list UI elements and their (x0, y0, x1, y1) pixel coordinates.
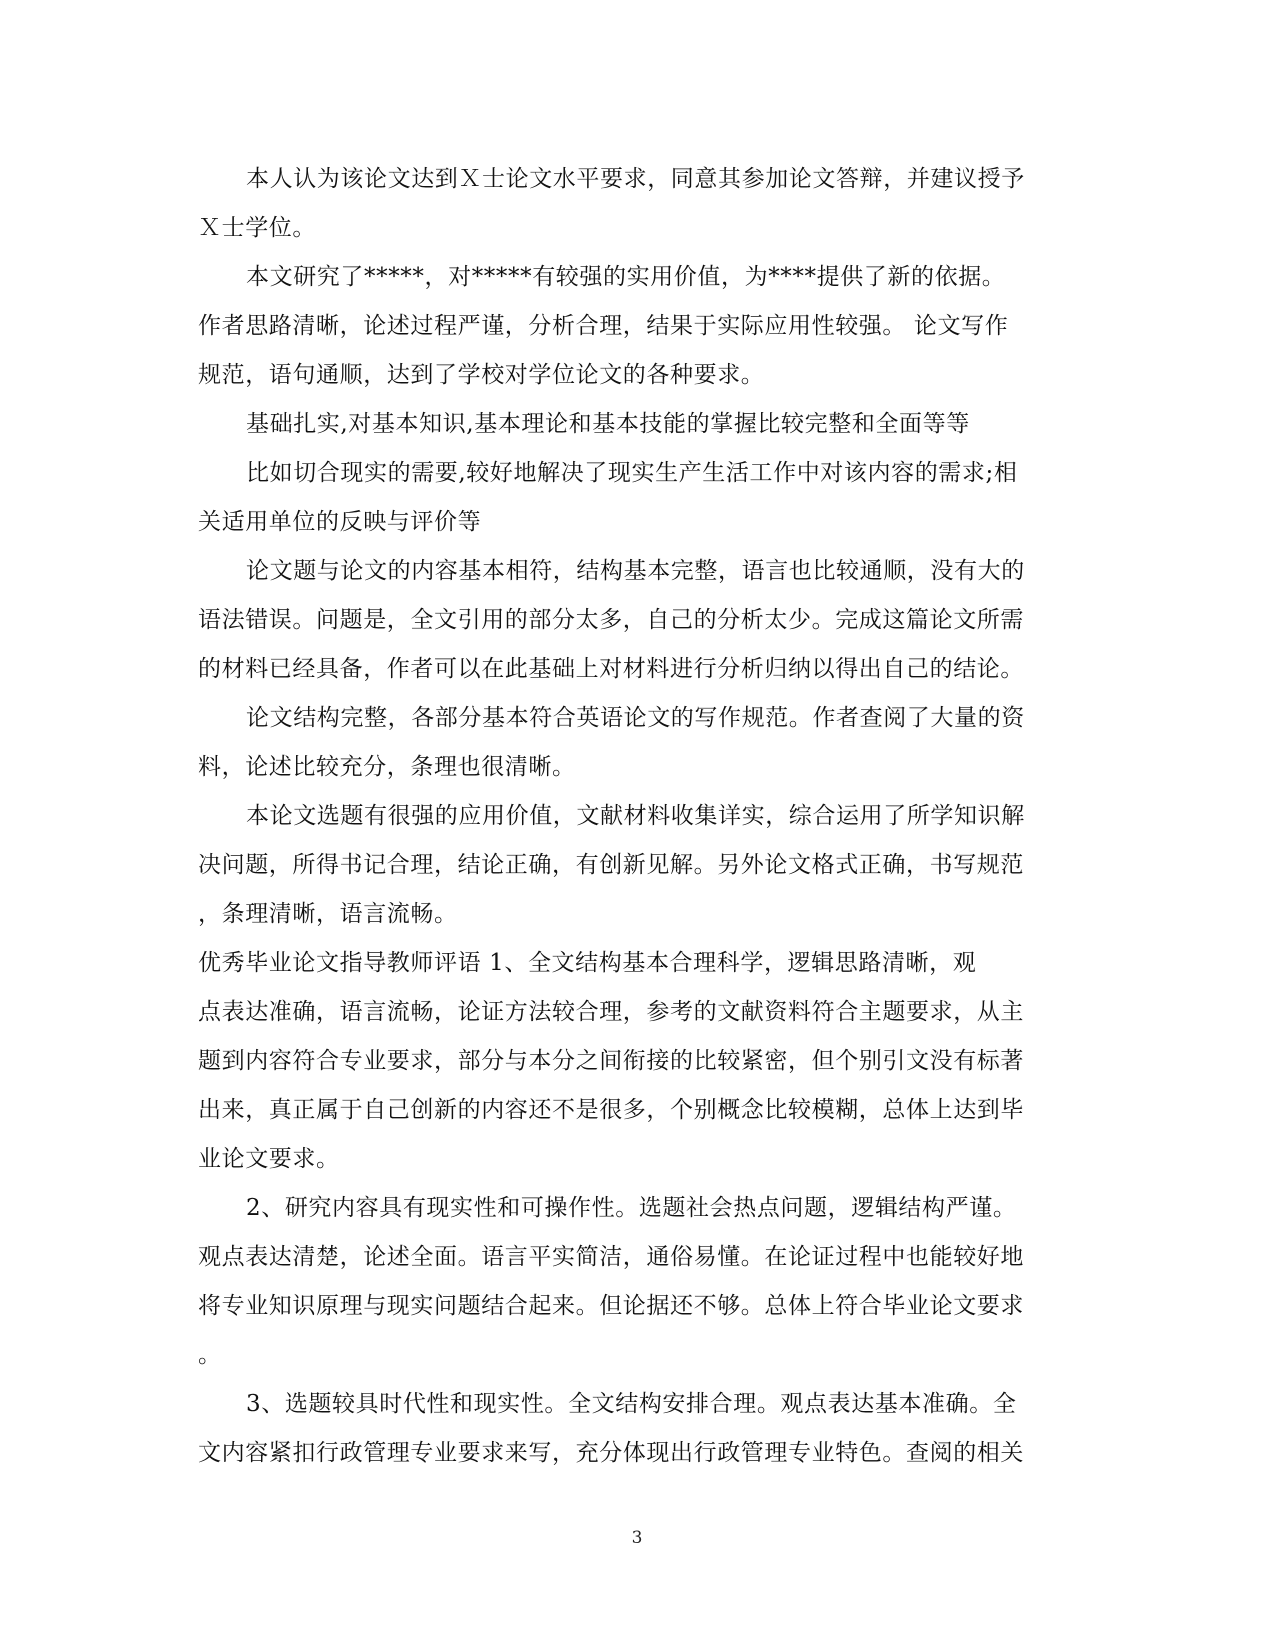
text-line: 规范，语句通顺，达到了学校对学位论文的各种要求。 (198, 362, 765, 388)
text-line: 文内容紧扣行政管理专业要求来写，充分体现出行政管理专业特色。查阅的相关 (198, 1440, 1024, 1466)
text-line: 论文结构完整，各部分基本符合英语论文的写作规范。作者查阅了大量的资 (246, 705, 1025, 731)
text-line: 决问题，所得书记合理，结论正确，有创新见解。另外论文格式正确，书写规范 (198, 852, 1024, 878)
text-line: 本人认为该论文达到Ｘ士论文水平要求，同意其参加论文答辩，并建议授予 (246, 166, 1025, 192)
text-line: 出来，真正属于自己创新的内容还不是很多，个别概念比较模糊，总体上达到毕 (198, 1097, 1024, 1123)
text-line: 本文研究了*****，对*****有较强的实用价值，为****提供了新的依据。 (246, 264, 1006, 290)
text-line: 3、选题较具时代性和现实性。全文结构安排合理。观点表达基本准确。全 (246, 1391, 1017, 1417)
text-line: 作者思路清晰，论述过程严谨，分析合理，结果于实际应用性较强。 论文写作 (198, 313, 1009, 339)
text-line: 题到内容符合专业要求，部分与本分之间衔接的比较紧密，但个别引文没有标著 (198, 1048, 1024, 1074)
text-line: 观点表达清楚，论述全面。语言平实简洁，通俗易懂。在论证过程中也能较好地 (198, 1244, 1024, 1270)
text-line: Ｘ士学位。 (198, 215, 316, 241)
text-line: 业论文要求。 (198, 1146, 340, 1172)
text-line: 论文题与论文的内容基本相符，结构基本完整，语言也比较通顺，没有大的 (246, 558, 1025, 584)
text-line: 料，论述比较充分，条理也很清晰。 (198, 754, 576, 780)
text-line: 基础扎实,对基本知识,基本理论和基本技能的掌握比较完整和全面等等 (246, 411, 970, 437)
text-line: 2、研究内容具有现实性和可操作性。选题社会热点问题，逻辑结构严谨。 (246, 1195, 1017, 1221)
text-line: 本论文选题有很强的应用价值，文献材料收集详实，综合运用了所学知识解 (246, 803, 1025, 829)
text-line: 比如切合现实的需要,较好地解决了现实生产生活工作中对该内容的需求;相 (246, 460, 1018, 486)
text-line: 语法错误。问题是，全文引用的部分太多，自己的分析太少。完成这篇论文所需 (198, 607, 1024, 633)
text-line: 优秀毕业论文指导教师评语 1、全文结构基本合理科学，逻辑思路清晰，观 (198, 950, 977, 976)
text-line: ，条理清晰，语言流畅。 (198, 901, 458, 927)
text-line: 关适用单位的反映与评价等 (198, 509, 482, 535)
document-body (198, 155, 1076, 1478)
text-line: 。 (198, 1342, 222, 1368)
text-line: 将专业知识原理与现实问题结合起来。但论据还不够。总体上符合毕业论文要求 (198, 1293, 1024, 1319)
text-line: 点表达准确，语言流畅，论证方法较合理，参考的文献资料符合主题要求，从主 (198, 999, 1024, 1025)
text-line: 的材料已经具备，作者可以在此基础上对材料进行分析归纳以得出自己的结论。 (198, 656, 1024, 682)
page-number: 3 (631, 1528, 643, 1548)
